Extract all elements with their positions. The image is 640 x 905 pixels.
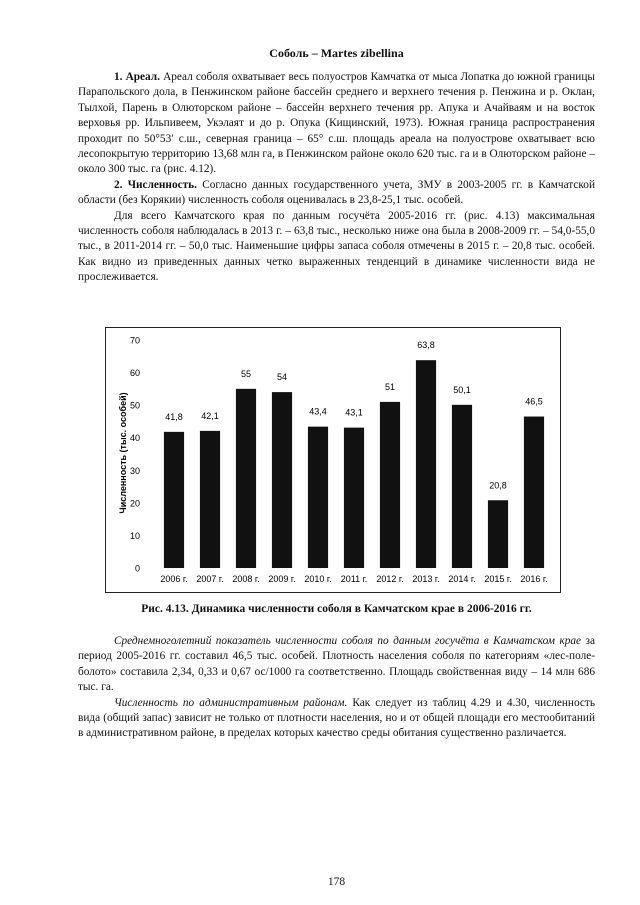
bar	[416, 360, 436, 568]
x-axis-ticks	[160, 574, 547, 584]
x-tick-label: 2015 г.	[484, 574, 512, 584]
y-axis-label: Численность (тыс. особей)	[118, 392, 128, 514]
bar	[308, 427, 328, 568]
range-text: Ареал соболя охватывает весь полуостров Камчатка от мыса Лопатка до южной границы Парапольского дола, в Пенжинском районе бассейн среднего и верхнего течения р. Пенжина и р. Оклан, Тылхой, Парень в Олюторском районе – бассейн верхнего течения рр. Апука и Ачайваям и на восток верховья рр. Ильпивеем, Укэлаят и до р. Опука (Кищинский, 1973). Южная граница распространения проходит по 50°53′ с.ш., северная граница – 65° с.ш. площадь ареала на полуострове охватывает всю лесопокрытую территорию 13,68 млн га, в Пенжинском районе около 620 тыс. га и в Олюторском районе – около 300 тыс. га (рис. 4.12).	[78, 71, 595, 176]
bar-series	[164, 360, 544, 568]
value-label: 43,4	[309, 406, 327, 417]
value-label: 20,8	[489, 480, 507, 491]
bar	[236, 389, 256, 568]
value-label: 63,8	[417, 340, 435, 351]
value-label: 55	[240, 368, 252, 379]
bar-chart	[106, 328, 560, 592]
value-label: 43,1	[345, 407, 363, 418]
figure-caption: Рис. 4.13. Динамика численности соболя в Камчатском крае в 2006-2016 гг.	[141, 603, 532, 615]
y-tick-label: 50	[129, 400, 140, 411]
bar	[524, 417, 544, 568]
districts-lead: Численность по административным районам.	[114, 696, 348, 709]
paragraph-census: Для всего Камчатского края по данным госучёта 2005-2016 гг. (рис. 4.13) максимальная численность соболя наблюдалась в 2013 г. – 63,8 тыс., несколько ниже она была в 2008-2009 гг. – 54,0-55,0 тыс., в 2011-2014 гг. – 50,0 тыс. Наименьшие цифры запаса соболя отмечены в 2015 г. – 20,8 тыс. особей. Как видно из приведенных данных четко выраженных тенденций в динамике численности вида не прослеживается.	[78, 209, 595, 284]
y-axis-ticks	[130, 336, 140, 574]
y-tick-label: 60	[129, 368, 140, 379]
y-tick-label: 10	[129, 530, 140, 541]
range-heading: 1. Ареал.	[114, 71, 160, 83]
paragraph-abundance	[78, 178, 595, 209]
y-tick-label: 70	[129, 335, 140, 346]
average-lead: Среднемноголетний показатель численности соболя по данным госучёта в Камчатском крае	[114, 635, 582, 647]
page-number: 178	[327, 876, 346, 888]
x-tick-label: 2012 г.	[376, 574, 404, 584]
x-tick-label: 2006 г.	[160, 574, 188, 584]
value-label: 50,1	[453, 384, 471, 395]
bar	[380, 402, 400, 568]
average-text: за период 2005-2016 гг. составил 46,5 тыс. особей. Плотность населения соболя по категориям «лес-поле-болото» составила 2,34, 0,33 и 0,67 ос/1000 га соответственно. Площадь свойственная виду – 14 млн 686 тыс. га.	[78, 635, 595, 694]
districts-text: Как следует из таблиц 4.29 и 4.30, численность вида (общий запас) зависит не только от плотности населения, но и от общей площади его местообитаний в административном районе, в пределах которых качество среды обитания существенно различается.	[78, 696, 595, 740]
text-block-top	[78, 70, 595, 286]
y-tick-label: 0	[134, 563, 140, 574]
text-block-bottom	[78, 634, 595, 742]
x-tick-label: 2013 г.	[412, 574, 440, 584]
x-tick-label: 2007 г.	[196, 574, 224, 584]
chart-frame	[105, 327, 561, 593]
bar	[452, 405, 472, 568]
abundance-heading: 2. Численность.	[114, 178, 197, 191]
bar	[164, 432, 184, 568]
y-tick-label: 30	[129, 465, 140, 476]
value-label: 54	[276, 372, 288, 383]
y-tick-label: 40	[129, 433, 140, 444]
x-tick-label: 2011 г.	[340, 574, 368, 584]
value-label: 42,1	[201, 410, 219, 421]
x-tick-label: 2008 г.	[232, 574, 260, 584]
bar	[200, 431, 220, 568]
abundance-text: Согласно данных государственного учета, ЗМУ в 2003-2005 гг. в Камчатской области (без Корякии) численность соболя оценивалась в 23,8-25,1 тыс. особей.	[78, 178, 596, 207]
value-label: 51	[384, 381, 396, 392]
x-tick-label: 2014 г.	[448, 574, 476, 584]
value-label: 41,8	[165, 411, 183, 422]
y-tick-label: 20	[129, 498, 140, 509]
section-title: Соболь – Martes zibellina	[269, 46, 404, 60]
x-tick-label: 2010 г.	[304, 574, 332, 584]
bar	[488, 500, 508, 568]
bar	[344, 428, 364, 568]
bar	[272, 392, 292, 568]
value-label: 46,5	[525, 396, 543, 407]
paragraph-districts	[78, 696, 595, 742]
paragraph-average	[78, 634, 595, 696]
paragraph-range	[78, 70, 595, 178]
x-tick-label: 2009 г.	[268, 574, 296, 584]
x-tick-label: 2016 г.	[520, 574, 548, 584]
